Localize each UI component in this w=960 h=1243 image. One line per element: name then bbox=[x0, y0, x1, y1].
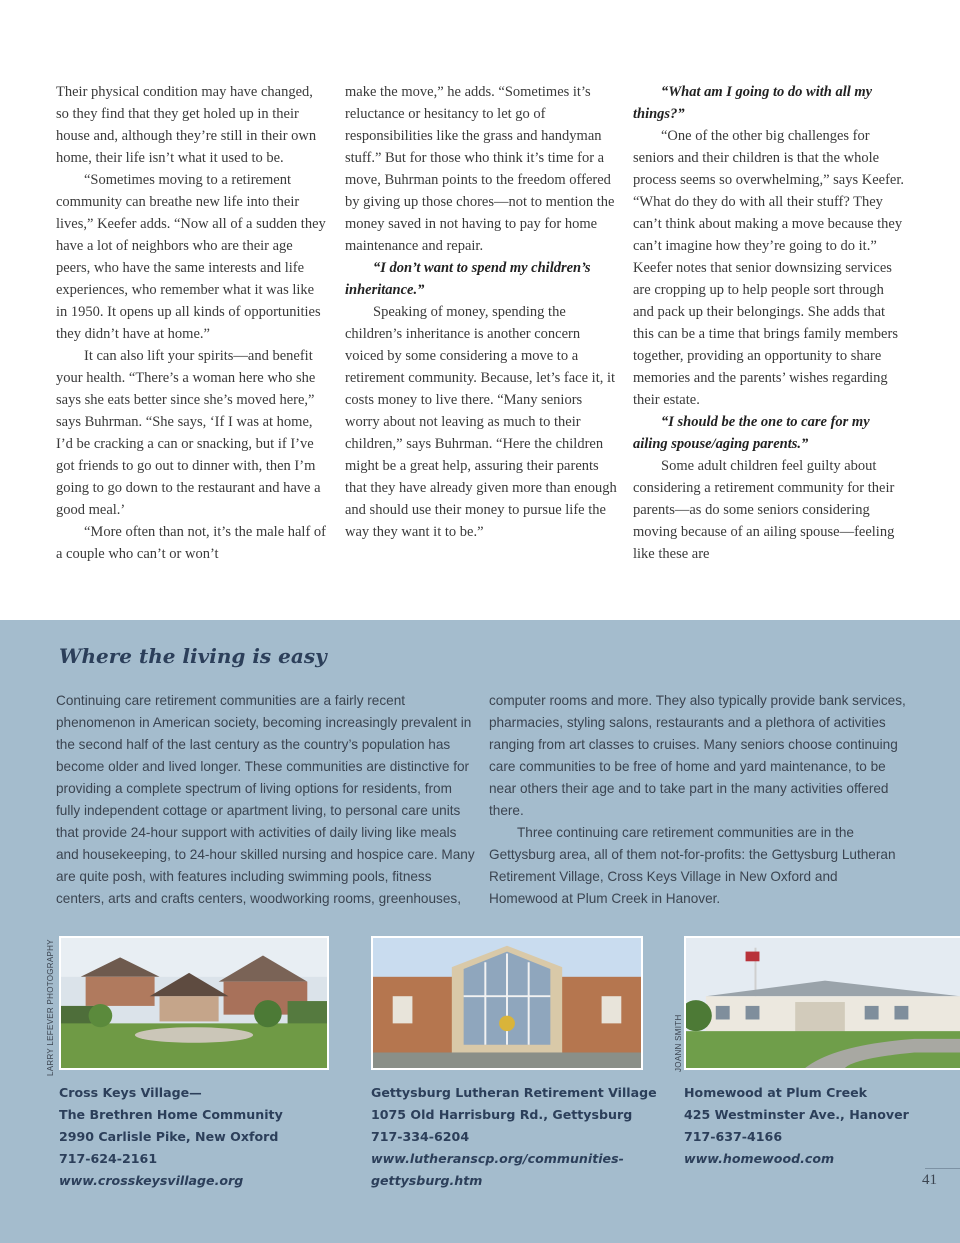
paragraph: Speaking of money, spending the children’s inheritance is another concern voiced by some considering a move to a retirement community. Because, let’s face it, it costs money to live there. “Many seniors worry about not leaving as much to their children,” says Buhrman. “Here the children might be a great help, assuring their parents that they have already given more than enough and should use their money to pursue life the way they want it to be.” bbox=[345, 304, 617, 540]
community-caption bbox=[59, 1082, 283, 1192]
community-phone: 717-334-6204 bbox=[371, 1129, 470, 1144]
photo-credit: LARRY LEFEVER PHOTOGRAPHY bbox=[46, 939, 55, 1076]
paragraph: Their physical condition may have changed, so they find that they get holed up in their house and, although they’re still in their own home, their life isn’t what it used to be. bbox=[56, 84, 317, 166]
gettysburg-lutheran-photo bbox=[371, 936, 643, 1070]
community-caption bbox=[371, 1082, 657, 1192]
sidebar-column-2 bbox=[489, 690, 909, 910]
community-url: www.crosskeysvillage.org bbox=[59, 1173, 244, 1188]
article-column-3 bbox=[633, 81, 905, 565]
sidebar-paragraph: Three continuing care retirement communities are in the Gettysburg area, all of them not-for-profits: the Gettysburg Lutheran Retirement Village, Cross Keys Village in New Oxford and Homewood at Plum Creek in Hanover. bbox=[489, 825, 896, 906]
community-name: Cross Keys Village— bbox=[59, 1085, 202, 1100]
article-column-1 bbox=[56, 81, 328, 565]
subheading: “I should be the one to care for my ailing spouse/aging parents.” bbox=[633, 414, 870, 452]
community-name: The Brethren Home Community bbox=[59, 1107, 283, 1122]
community-address: 2990 Carlisle Pike, New Oxford bbox=[59, 1129, 279, 1144]
homewood-plum-creek-photo bbox=[684, 936, 960, 1070]
sidebar-title: Where the living is easy bbox=[59, 644, 327, 668]
page-number-rule bbox=[925, 1168, 960, 1169]
community-address: 425 Westminster Ave., Hanover bbox=[684, 1107, 909, 1122]
subheading: “I don’t want to spend my children’s inheritance.” bbox=[345, 260, 591, 298]
paragraph: “One of the other big challenges for seniors and their children is that the whole process seems so overwhelming,” says Keefer. “What do they do with all their stuff? They can’t think about making a move because they can’t imagine how they’re going to do it.” Keefer notes that senior downsizing services are cropping up to help people sort through and pack up their belongings. She adds that this can be a time that brings family members together, providing an opportunity to share memories and the parents’ wishes regarding their estate. bbox=[633, 128, 904, 408]
community-url: www.homewood.com bbox=[684, 1151, 835, 1166]
sidebar-paragraph: computer rooms and more. They also typically provide bank services, pharmacies, styling salons, restaurants and a plethora of activities ranging from art classes to cruises. Many seniors choose continuing care communities to be free of home and yard maintenance, to be near others their age and to take part in the many activities offered there. bbox=[489, 693, 906, 818]
page-number: 41 bbox=[922, 1172, 937, 1188]
sidebar-box bbox=[0, 620, 960, 1243]
community-name: Gettysburg Lutheran Retirement Village bbox=[371, 1085, 657, 1100]
paragraph: make the move,” he adds. “Sometimes it’s reluctance or hesitancy to let go of responsibilities like the grass and handyman stuff.” But for those who think it’s time for a move, Buhrman points to the freedom offered by giving up those chores—not to mention the money saved in not having to pay for home maintenance and repair. bbox=[345, 84, 615, 254]
photo-credit: JOANN SMITH bbox=[674, 1014, 683, 1072]
paragraph: “Sometimes moving to a retirement community can breathe new life into their lives,” Keefer adds. “Now all of a sudden they have a lot of neighbors who are their age peers, who have the same interests and life experiences, who remember what it was like in 1950. It opens up all kinds of opportunities they didn’t have at home.” bbox=[56, 172, 326, 342]
paragraph: “More often than not, it’s the male half of a couple who can’t or won’t bbox=[56, 524, 326, 562]
article-column-2 bbox=[345, 81, 617, 543]
cross-keys-village-photo bbox=[59, 936, 329, 1070]
community-phone: 717-637-4166 bbox=[684, 1129, 783, 1144]
paragraph: It can also lift your spirits—and benefit your health. “There’s a woman here who she says she eats better since she’s moved here,” says Buhrman. “She says, ‘If I was at home, I’d be cracking a can or snacking, but if I’ve got friends to go out to dinner with, then I’m going to go down to the restaurant and have a good meal.’ bbox=[56, 348, 321, 518]
community-address: 1075 Old Harrisburg Rd., Gettysburg bbox=[371, 1107, 633, 1122]
community-url: www.lutheranscp.org/communities- bbox=[371, 1151, 624, 1166]
subheading: “What am I going to do with all my things?” bbox=[633, 84, 873, 122]
sidebar-paragraph: Continuing care retirement communities are a fairly recent phenomenon in American society, becoming increasingly prevalent in the second half of the last century as the country’s population has become older and lived longer. These communities are distinctive for providing a complete spectrum of living options for residents, from fully independent cottage or apartment living, to personal care units that provide 24-hour support with activities of daily living like meals and housekeeping, to 24-hour skilled nursing and hospice care. Many are quite posh, with features including swimming pools, fitness centers, arts and crafts centers, woodworking rooms, greenhouses, bbox=[56, 693, 475, 906]
community-caption bbox=[684, 1082, 909, 1170]
paragraph: Some adult children feel guilty about considering a retirement community for their parents—as do some seniors considering moving because of an ailing spouse—feeling like these are bbox=[633, 458, 895, 562]
sidebar-column-1 bbox=[56, 690, 476, 910]
community-name: Homewood at Plum Creek bbox=[684, 1085, 868, 1100]
community-url: gettysburg.htm bbox=[371, 1173, 483, 1188]
community-phone: 717-624-2161 bbox=[59, 1151, 158, 1166]
